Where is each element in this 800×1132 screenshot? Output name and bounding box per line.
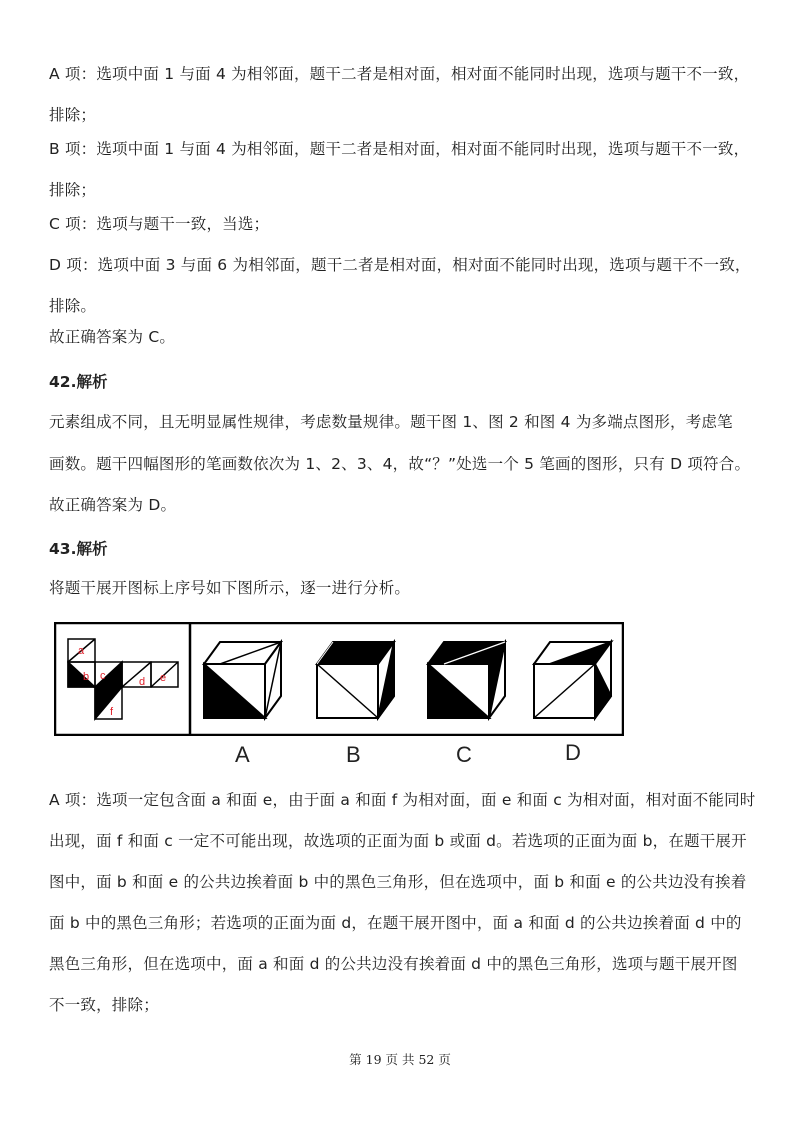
answer-line: A 项：选项中面 1 与面 4 为相邻面，题干二者是相对面，相对面不能同时出现，选项与题干不一致， xyxy=(49,65,750,83)
cube-figure-svg xyxy=(54,622,624,736)
explanation-line: 画数。题干四幅图形的笔画数依次为 1、2、3、4，故“？”处选一个 5 笔画的图形，只有 D 项符合。 xyxy=(49,455,751,473)
answer-line: 排除； xyxy=(49,106,97,124)
net-label-e: e xyxy=(160,672,167,684)
explanation-line: 面 b 中的黑色三角形；若选项的正面为面 d，在题干展开图中，面 a 和面 d 的公共边挨着面 d 中的 xyxy=(49,914,742,932)
option-a-cube xyxy=(204,642,281,718)
cube-net-figure xyxy=(54,622,624,736)
explanation-line: 图中，面 b 和面 e 的公共边挨着面 b 中的黑色三角形，但在选项中，面 b 和面 e 的公共边没有挨着 xyxy=(49,873,747,891)
answer-line: 排除； xyxy=(49,181,97,199)
option-label-d: D xyxy=(565,740,581,765)
explanation-line: 将题干展开图标上序号如下图所示，逐一进行分析。 xyxy=(49,579,411,597)
option-label-a: A xyxy=(235,742,250,767)
net-label-d: d xyxy=(139,676,146,688)
conclusion-line: 故正确答案为 D。 xyxy=(49,496,177,514)
option-d-cube xyxy=(534,642,611,718)
option-b-cube xyxy=(317,642,394,718)
page-number: 第 19 页 共 52 页 xyxy=(349,1052,451,1067)
net-label-a: a xyxy=(78,645,85,657)
conclusion-line: 故正确答案为 C。 xyxy=(49,328,176,346)
explanation-line: 不一致，排除； xyxy=(49,996,159,1014)
net-face-f-triangle xyxy=(95,687,122,719)
question-heading: 43.解析 xyxy=(49,540,108,558)
option-c-cube xyxy=(428,642,505,718)
explanation-line: 黑色三角形，但在选项中，面 a 和面 d 的公共边没有挨着面 d 中的黑色三角形，选项与题干展开图 xyxy=(49,955,738,973)
net-face-b-triangle xyxy=(68,662,95,687)
option-label-b: B xyxy=(346,742,361,767)
answer-line: D 项：选项中面 3 与面 6 为相邻面，题干二者是相对面，相对面不能同时出现，选项与题干不一致， xyxy=(49,256,751,274)
question-heading: 42.解析 xyxy=(49,373,108,391)
explanation-line: A 项：选项一定包含面 a 和面 e，由于面 a 和面 f 为相对面，面 e 和面 c 为相对面，相对面不能同时 xyxy=(49,791,756,809)
net-label-f: f xyxy=(110,706,114,718)
explanation-line: 出现，面 f 和面 c 一定不可能出现，故选项的正面为面 b 或面 d。若选项的正面为面 b，在题干展开 xyxy=(49,832,747,850)
answer-line: C 项：选项与题干一致，当选； xyxy=(49,215,270,233)
option-label-c: C xyxy=(456,742,472,767)
answer-line: 排除。 xyxy=(49,297,97,315)
answer-line: B 项：选项中面 1 与面 4 为相邻面，题干二者是相对面，相对面不能同时出现，选项与题干不一致， xyxy=(49,140,750,158)
explanation-line: 元素组成不同，且无明显属性规律，考虑数量规律。题干图 1、图 2 和图 4 为多端点图形，考虑笔 xyxy=(49,413,733,431)
net-label-b: b xyxy=(83,671,90,683)
net-label-c: c xyxy=(100,670,106,682)
